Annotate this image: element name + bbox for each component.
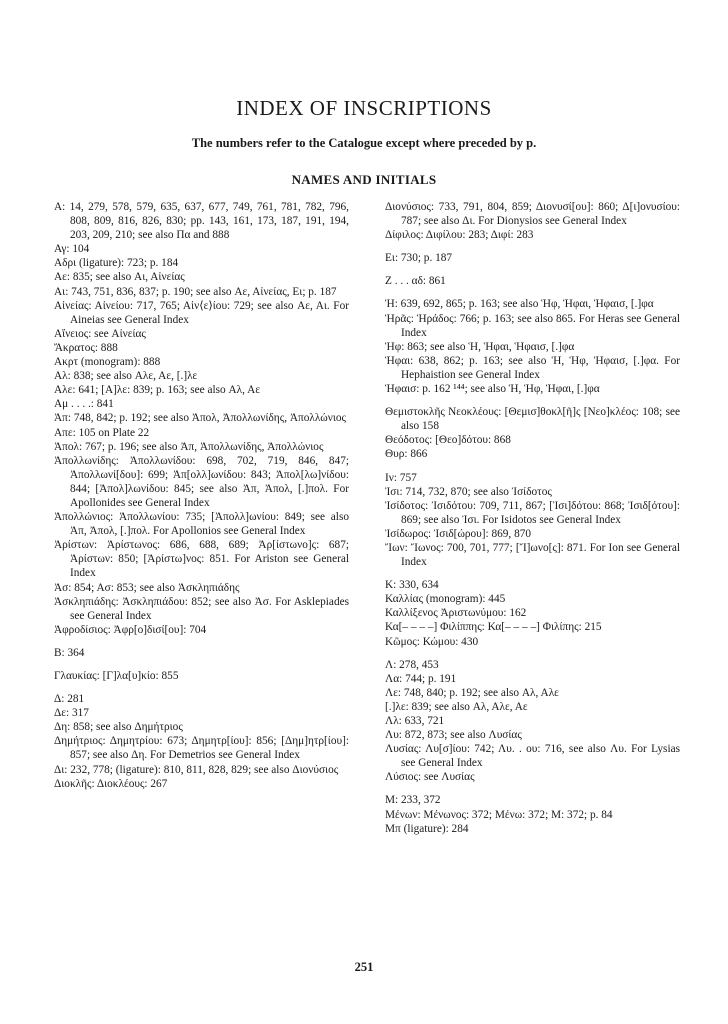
index-entry: Αε: 835; see also Αι, Αἰνείας [54,271,185,284]
index-entry: Ἡρᾶς: Ἡράδος: 766; p. 163; see also 865. For Heras see General Index [385,312,680,339]
index-entry: Ἀφροδίσιος: Ἀφρ[ο]δισί[ου]: 704 [54,623,207,636]
entry-gap [385,396,680,405]
index-entry: Αδρι (ligature): 723; p. 184 [54,257,179,270]
index-entry: Γλαυκίας: [Γ]λα[υ]κίο: 855 [54,670,179,682]
index-entry: Ἡφ: 863; see also Ἡ, Ἡφαι, Ἡφαισ, [.]φα [385,340,575,353]
index-entry: B: 364 [54,646,85,659]
index-entry: Δη: 858; see also Δημήτριος [54,721,183,734]
right-column [385,200,680,836]
index-entry: Ἴων: Ἴωνος: 700, 701, 777; [Ἴ]ωνο[ς]: 871. For Ion see General Index [385,541,680,569]
index-entry: Θεόδοτος: [Θεο]δότου: 868 [385,434,511,447]
left-column [54,200,349,791]
entry-gap [385,462,680,471]
index-entry: A: 14, 279, 578, 579, 635, 637, 677, 749, 761, 781, 782, 796, 808, 809, 816, 826, 830; pp. 143, 161, 173, 187, 191, 194, 203, 209, 210; see also Πα and 888 [54,201,349,242]
index-entry: Αλ: 838; see also Αλε, Αε, [.]λε [54,370,198,383]
index-entry: Ἰσι: 714, 732, 870; see also Ἰσίδοτος [385,485,552,498]
entry-gap [385,569,680,578]
index-entry: Δ: 281 [54,693,85,706]
index-entry: Ακρτ (monogram): 888 [54,356,161,369]
index-entry: Ἡφαισ: p. 162 ¹⁴⁴; see also Ἡ, Ἡφ, Ἡφαι, [.]φα [385,383,600,396]
index-entry: Διοκλῆς: Διοκλέους: 267 [54,777,168,790]
index-entry: Θυρ: 866 [385,448,428,461]
index-entry: Ἰσίδωρος: Ἰσιδ[ώρου]: 869, 870 [385,527,532,540]
page-title: INDEX OF INSCRIPTIONS [236,96,492,120]
entry-gap [54,683,349,692]
index-entry: Ἡ: 639, 692, 865; p. 163; see also Ἡφ, Ἡφαι, Ἡφαισ, [.]φα [385,298,654,311]
index-entry: Ζ . . . αδ: 861 [385,275,446,288]
index-entry: Λλ: 633, 721 [385,715,445,727]
index-entry: Ἀπολ: 767; p. 196; see also Ἀπ, Ἀπολλωνίδης, Ἀπολλώνιος [54,440,324,453]
index-entry: Λύσιος: see Λυσίας [385,771,475,784]
entry-gap [385,242,680,251]
page-number: 251 [354,960,374,974]
index-entry: Αἴνειος: see Αἰνείας [54,327,146,340]
index-entry: Ἄκρατος: 888 [54,341,118,354]
index-entry: Διονύσιος: 733, 791, 804, 859; Διονυσί[ου]: 860; Δ[ι]ονυσίου: 787; see also Δι. For Dionysios see General Index [385,201,680,228]
entry-gap [385,649,680,658]
index-entry: Καλλίας (monogram): 445 [385,593,506,606]
index-entry: Λυ: 872, 873; see also Λυσίας [385,729,522,742]
section-heading: NAMES AND INITIALS [291,172,437,187]
index-entry: Δίφιλος: Διφίλου: 283; Διφί: 283 [385,229,534,242]
index-entry: [.]λε: 839; see also Αλ, Αλε, Αε [385,700,528,713]
index-entry: Λε: 748, 840; p. 192; see also Αλ, Αλε [385,686,559,699]
index-entry: Κα[– – – –] Φιλίππης: Κα[– – – –] Φιλίπης: 215 [385,621,602,634]
index-entry: Δημήτριος: Δημητρίου: 673; Δημητρ[ίου]: 856; [Δημ]ητρ[ίου]: 857; see also Δη. For Demetrios see General Index [54,735,349,762]
index-entry: Θεμιστοκλῆς Νεοκλέους: [Θεμισ]θοκλ[ῆ]ς [Νεο]κλέος: 108; see also 158 [385,406,680,433]
index-entry: Δι: 232, 778; (ligature): 810, 811, 828, 829; see also Διονύσιος [54,763,339,776]
index-entry: M: 233, 372 [385,794,441,807]
index-entry: Μένων: Μένωνος: 372; Μένω: 372; M: 372; p. 84 [385,808,613,821]
index-entry: Καλλίξενος Ἀριστωνύμου: 162 [385,607,527,620]
index-entry: Ἀπ: 748, 842; p. 192; see also Ἀπολ, Ἀπολλωνίδης, Ἀπολλώνιος [54,412,347,425]
index-entry: Ει: 730; p. 187 [385,252,453,265]
index-entry: Μπ (ligature): 284 [385,822,469,835]
index-entry: Αλε: 641; [Α]λε: 839; p. 163; see also Αλ, Αε [54,384,261,397]
index-entry: Ἀσ: 854; Ασ: 853; see also Ἀσκληπιάδης [54,581,240,594]
index-entry: Αἰνείας: Αἰνείου: 717, 765; Αἰν⟨ε⟩ίου: 729; see also Αε, Αι. For Aineias see General Index [54,299,349,326]
entry-gap [385,265,680,274]
index-entry: Ἰσίδοτος: Ἰσιδότου: 709, 711, 867; [Ἰσι]δότου: 868; Ἰσιδ[ότου]: 869; see also Ἰσι. For Isidotos see General Index [385,499,680,526]
index-entry: Απε: 105 on Plate 22 [54,426,150,439]
page-subtitle: The numbers refer to the Catalogue except where preceded by p. [191,136,537,150]
index-entry: K: 330, 634 [385,579,439,592]
index-entry: Δε: 317 [54,707,89,720]
index-entry: Κῶμος: Κώμου: 430 [385,635,479,648]
entry-gap [385,784,680,793]
index-entry: Ἡφαι: 638, 862; p. 163; see also Ἡ, Ἡφ, Ἡφαισ, [.]φα. For Hephaistion see General Index [385,354,680,381]
index-entry: Ἀσκληπιάδης: Ἀσκληπιάδου: 852; see also Ἀσ. For Asklepiades see General Index [54,595,349,622]
index-entry: Αμ . . . .: 841 [54,398,114,411]
index-entry: Λυσίας: Λυ[σ]ίου: 742; Λυ. . ου: 716, see also Λυ. For Lysias see General Index [385,743,680,770]
index-entry: Ἀρίστων: Ἀρίστωνος: 686, 688, 689; Ἀρ[ίστωνο]ς: 687; Ἀρίστων: 850; [Ἀρίστω]νος: 851. For Ariston see General Index [54,539,349,580]
index-entry: Αι: 743, 751, 836, 837; p. 190; see also Αε, Αἰνείας, Ει; p. 187 [54,285,337,298]
entry-gap [54,637,349,646]
index-entry: Ἀπολλώνιος: Ἀπολλωνίου: 735; [Ἀπολλ]ωνίου: 849; see also Ἀπ, Ἀπολ, [.]πολ. For Apollonios see General Index [54,511,349,538]
entry-gap [54,660,349,669]
index-entry: Αγ: 104 [54,243,90,256]
entry-gap [385,288,680,297]
index-entry: Ιν: 757 [385,471,417,484]
index-entry: Ἀπολλωνίδης: Ἀπολλωνίδου: 698, 702, 719, 846, 847; Ἀπολλωνί[δου]: 699; Ἀπ[ολλ]ωνίδου: 843; Ἀπολ[λω]νίδου: 844; [Ἀπολ]λωνίδου: 845; see also Ἀπ, Ἀπολ, [.]πολ. For Apollonides see General Index [54,454,349,509]
index-entry: Λ: 278, 453 [385,658,439,671]
index-entry: Λα: 744; p. 191 [385,672,457,685]
